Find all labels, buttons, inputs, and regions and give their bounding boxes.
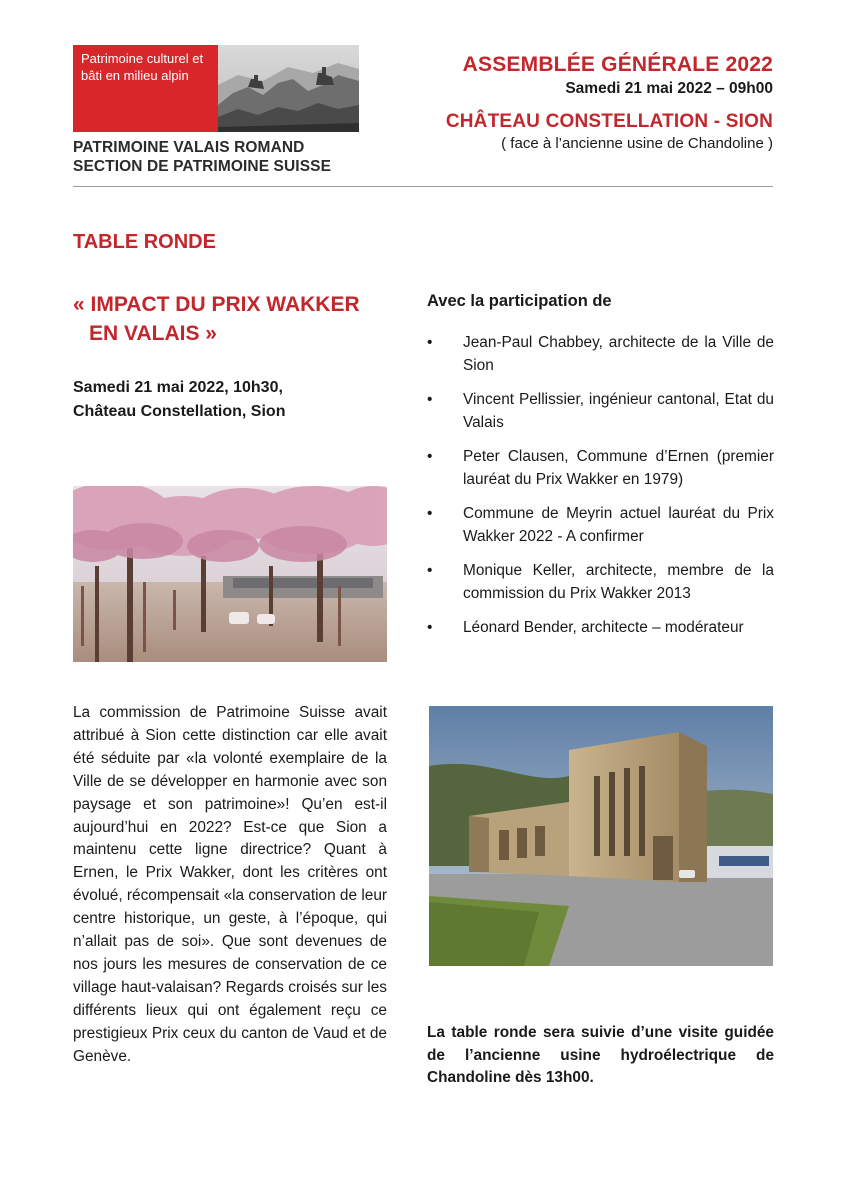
- participant-text: Commune de Meyrin actuel lauréat du Prix Wakker 2022 - A confirmer: [463, 505, 774, 545]
- logo-tagline-line2: bâti en milieu alpin: [81, 68, 189, 83]
- participant-text: Vincent Pellissier, ingénieur cantonal, Etat du Valais: [463, 391, 774, 431]
- participant-text: Léonard Bender, architecte – modérateur: [463, 619, 744, 636]
- participant-text: Jean-Paul Chabbey, architecte de la Ville de Sion: [463, 334, 774, 374]
- bullet-icon: •: [427, 448, 433, 465]
- bullet-icon: •: [427, 334, 433, 351]
- topic-when-line2: Château Constellation, Sion: [73, 403, 286, 420]
- event-header: [446, 52, 773, 154]
- organization-line1: PATRIMOINE VALAIS ROMAND: [73, 139, 305, 156]
- participant-text: Monique Keller, architecte, membre de la commission du Prix Wakker 2013: [463, 562, 774, 602]
- list-item: [427, 503, 774, 548]
- logo-tagline: [73, 45, 218, 132]
- list-item: [427, 446, 774, 491]
- topic-when-line1: Samedi 21 mai 2022, 10h30,: [73, 379, 283, 396]
- event-title: ASSEMBLÉE GÉNÉRALE 2022: [462, 53, 773, 76]
- logo-tagline-line1: Patrimoine culturel et: [81, 51, 204, 66]
- participant-text: Peter Clausen, Commune d’Ernen (premier lauréat du Prix Wakker en 1979): [463, 448, 774, 488]
- logo: [73, 45, 359, 132]
- participants-list: [427, 332, 774, 640]
- list-item: [427, 617, 774, 640]
- castle-hills-photo-icon: [218, 45, 359, 132]
- organization-line2: SECTION DE PATRIMOINE SUISSE: [73, 158, 332, 175]
- cherry-blossom-trees-photo-icon: [73, 486, 387, 662]
- event-venue: CHÂTEAU CONSTELLATION - SION: [445, 111, 773, 132]
- bullet-icon: •: [427, 562, 433, 579]
- bullet-icon: •: [427, 391, 433, 408]
- list-item: [427, 560, 774, 605]
- topic-title: [73, 290, 403, 348]
- bullet-icon: •: [427, 505, 433, 522]
- list-item: [427, 332, 774, 377]
- topic-title-line2: EN VALAIS »: [89, 322, 217, 345]
- organization-name: [73, 138, 331, 176]
- topic-when: [73, 376, 285, 424]
- event-venue-note: ( face à l’ancienne usine de Chandoline ): [501, 135, 773, 152]
- header-divider: [73, 186, 773, 187]
- hydroelectric-plant-building-photo-icon: [429, 706, 773, 966]
- topic-title-line1: « IMPACT DU PRIX WAKKER: [73, 293, 360, 316]
- list-item: [427, 389, 774, 434]
- footer-note: La table ronde sera suivie d’une visite guidée de l’ancienne usine hydroélectrique de Chandoline dès 13h00.: [427, 1024, 774, 1086]
- bullet-icon: •: [427, 619, 433, 636]
- description-text: La commission de Patrimoine Suisse avait attribué à Sion cette distinction car elle avait été séduite par «la volonté exemplaire de la Ville de se développer en harmonie avec son paysage et son patrimoine»! Qu’en est-il aujourd’hui en 2022? Est-ce que Sion a maintenu cette ligne directrice? Quant à Ernen, le Prix Wakker, dont les critères ont évolué, récompensait «la conservation de leur centre historique, un geste, à l’époque, qui n’allait pas de soi». Que sont devenues de nos jours les mesures de conservation de ce village haut-valaisan? Regards croisés sur les différents lieux qui ont également reçu ce prestigieux Prix ceux du canton de Vaud et de Genève.: [73, 704, 387, 1065]
- participants-block: [427, 290, 774, 652]
- section-title: TABLE RONDE: [73, 231, 216, 253]
- participants-heading: Avec la participation de: [427, 292, 612, 310]
- event-date: Samedi 21 mai 2022 – 09h00: [565, 80, 773, 97]
